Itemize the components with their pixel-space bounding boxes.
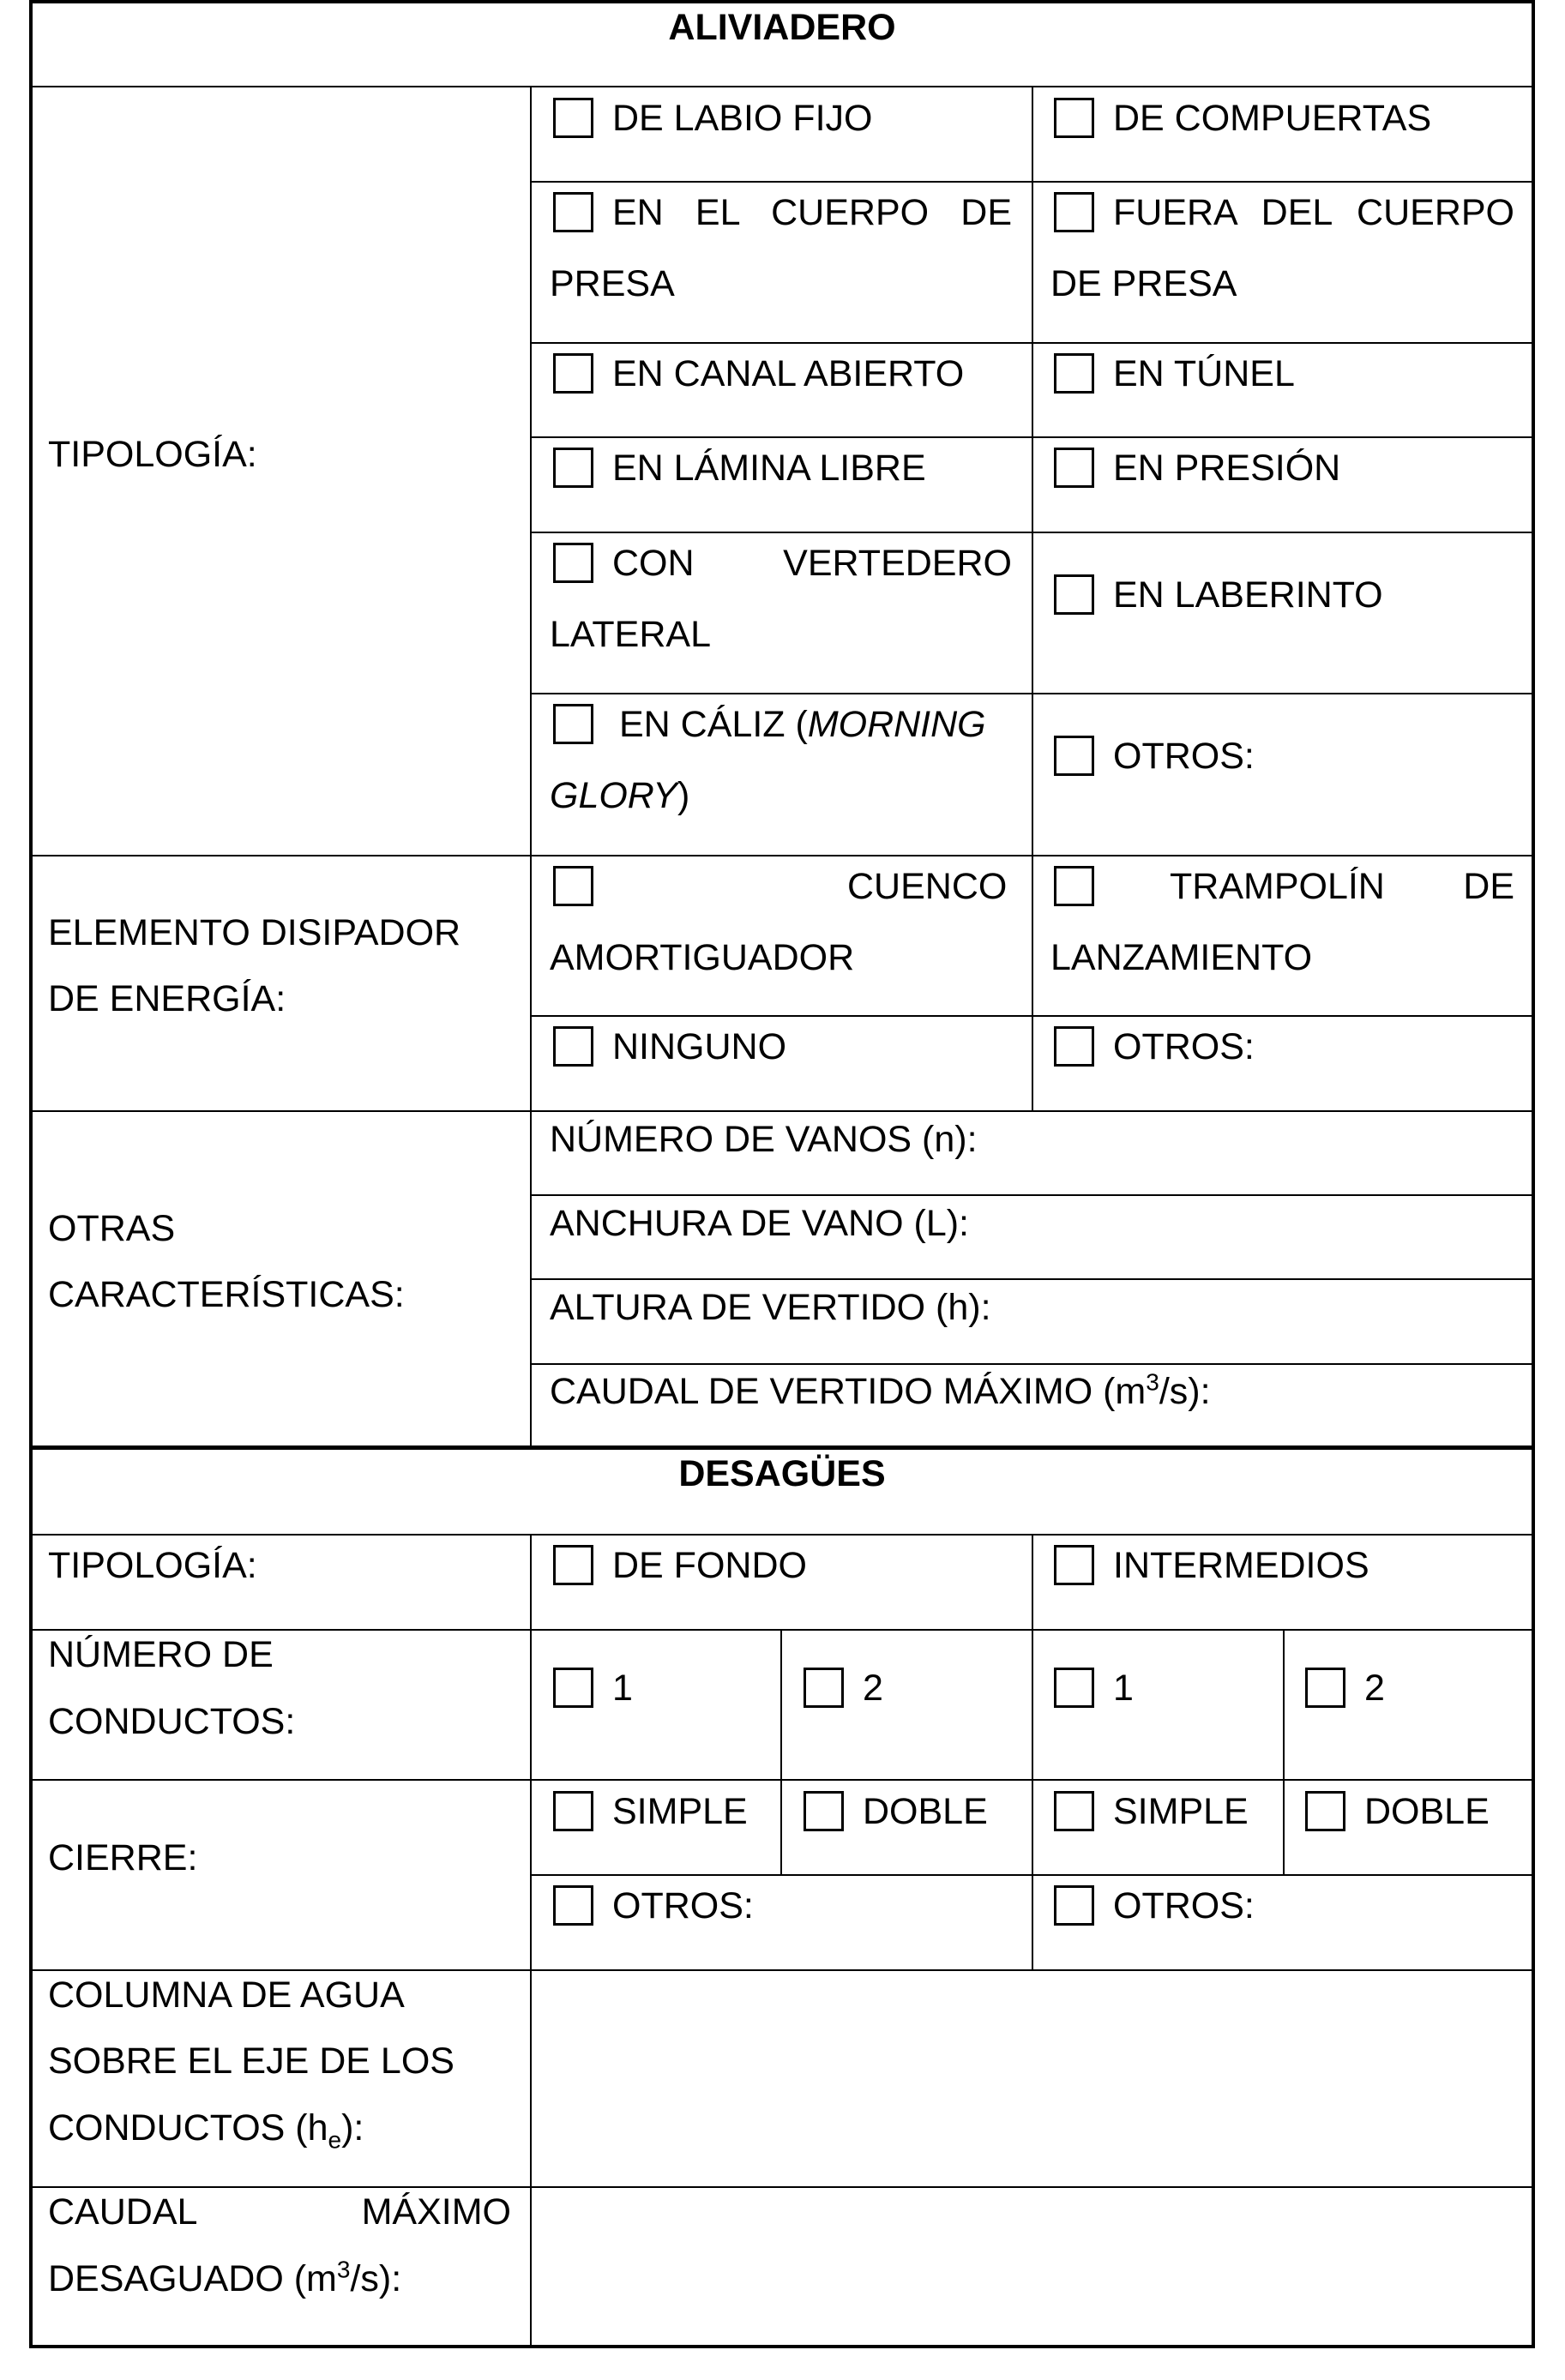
option-label: DOBLE xyxy=(1364,1791,1490,1832)
label-part: DESAGUADO (m xyxy=(48,2258,337,2299)
option-label: OTROS: xyxy=(1113,1885,1255,1926)
superscript: 3 xyxy=(336,2256,351,2283)
checkbox-fondo-conductos-1[interactable] xyxy=(553,1668,593,1708)
option-label: 1 xyxy=(1113,1668,1134,1709)
option-label: TRAMPOLÍN DE xyxy=(1170,866,1514,907)
checkbox-intermedios[interactable] xyxy=(1054,1545,1094,1585)
divider xyxy=(1283,1629,1285,1874)
option-label: EN EL CUERPO DE xyxy=(612,192,1012,233)
subscript: e xyxy=(328,2126,342,2154)
cierre-label: CIERRE: xyxy=(48,1837,198,1878)
divider xyxy=(530,86,532,1447)
option-label xyxy=(619,690,986,759)
option-label: LATERAL xyxy=(550,614,711,655)
option-label: DE COMPUERTAS xyxy=(1113,98,1432,139)
option-label: INTERMEDIOS xyxy=(1113,1545,1369,1586)
checkbox-fondo-cierre-doble[interactable] xyxy=(804,1791,844,1831)
checkbox-fondo-cierre-simple[interactable] xyxy=(553,1791,593,1831)
conductos-label-line2: CONDUCTOS: xyxy=(48,1701,296,1742)
option-label xyxy=(550,761,689,830)
checkbox-con-vertedero-lateral[interactable] xyxy=(553,543,593,583)
option-label: EN CANAL ABIERTO xyxy=(612,353,965,394)
checkbox-intermedios-conductos-2[interactable] xyxy=(1305,1668,1345,1708)
divider xyxy=(780,1629,782,1874)
label-part: /s): xyxy=(350,2258,402,2299)
checkbox-en-el-cuerpo-de-presa[interactable] xyxy=(553,192,593,232)
option-label: LANZAMIENTO xyxy=(1050,937,1313,978)
option-label: AMORTIGUADOR xyxy=(550,937,855,978)
option-label: PRESA xyxy=(550,263,675,304)
caudal-label-line2 xyxy=(48,2245,401,2313)
option-label: SIMPLE xyxy=(1113,1791,1249,1832)
option-label: OTROS: xyxy=(612,1885,754,1926)
disipador-label-line2: DE ENERGÍA: xyxy=(48,978,286,1019)
option-label-part: ) xyxy=(677,775,690,816)
columna-value-field[interactable] xyxy=(532,1971,1532,2185)
checkbox-fondo-cierre-otros[interactable] xyxy=(553,1885,593,1926)
tipologia-label: TIPOLOGÍA: xyxy=(48,434,257,475)
aliviadero-section-title: ALIVIADERO xyxy=(668,7,896,48)
disipador-label-line1: ELEMENTO DISIPADOR xyxy=(48,912,461,953)
checkbox-de-fondo[interactable] xyxy=(553,1545,593,1585)
checkbox-de-compuertas[interactable] xyxy=(1054,98,1094,138)
option-label: DE FONDO xyxy=(612,1545,807,1586)
field-label-part: CAUDAL DE VERTIDO MÁXIMO (m xyxy=(550,1371,1147,1412)
option-label: DOBLE xyxy=(863,1791,988,1832)
checkbox-en-lamina-libre[interactable] xyxy=(553,448,593,488)
caudal-label-line1: CAUDAL MÁXIMO xyxy=(48,2191,511,2233)
option-label: SIMPLE xyxy=(612,1791,748,1832)
checkbox-en-presion[interactable] xyxy=(1054,448,1094,488)
option-label: FUERA DEL CUERPO xyxy=(1113,192,1514,233)
checkbox-de-labio-fijo[interactable] xyxy=(553,98,593,138)
option-label: CON VERTEDERO xyxy=(612,543,1012,584)
desagues-section-title: DESAGÜES xyxy=(678,1453,886,1494)
checkbox-intermedios-conductos-1[interactable] xyxy=(1054,1668,1094,1708)
caudal-value-field[interactable] xyxy=(532,2188,1532,2345)
desagues-tipologia-label: TIPOLOGÍA: xyxy=(48,1545,257,1586)
label-part: CONDUCTOS (h xyxy=(48,2107,328,2149)
option-label: EN PRESIÓN xyxy=(1113,448,1341,489)
option-label: EN LÁMINA LIBRE xyxy=(612,448,926,489)
option-label: EN LABERINTO xyxy=(1113,574,1383,616)
otras-label-line1: OTRAS xyxy=(48,1208,176,1249)
option-label: CUENCO xyxy=(847,866,1008,907)
checkbox-ninguno[interactable] xyxy=(553,1026,593,1067)
columna-label-line2: SOBRE EL EJE DE LOS xyxy=(48,2040,454,2082)
divider xyxy=(1032,86,1033,1111)
checkbox-fuera-del-cuerpo-de-presa[interactable] xyxy=(1054,192,1094,232)
option-label: OTROS: xyxy=(1113,1026,1255,1067)
checkbox-trampolin-de-lanzamiento[interactable] xyxy=(1054,866,1094,906)
columna-label-line1: COLUMNA DE AGUA xyxy=(48,1974,405,2016)
option-label: NINGUNO xyxy=(612,1026,787,1067)
checkbox-intermedios-cierre-doble[interactable] xyxy=(1305,1791,1345,1831)
checkbox-intermedios-cierre-simple[interactable] xyxy=(1054,1791,1094,1831)
altura-de-vertido-field[interactable]: ALTURA DE VERTIDO (h): xyxy=(550,1287,991,1328)
checkbox-en-canal-abierto[interactable] xyxy=(553,353,593,394)
anchura-de-vano-field[interactable]: ANCHURA DE VANO (L): xyxy=(550,1203,969,1244)
option-label: DE LABIO FIJO xyxy=(612,98,873,139)
checkbox-fondo-conductos-2[interactable] xyxy=(804,1668,844,1708)
field-label-part: /s): xyxy=(1159,1371,1211,1412)
option-label-italic: GLORY xyxy=(550,775,677,816)
checkbox-en-caliz[interactable] xyxy=(553,704,593,744)
checkbox-cuenco-amortiguador[interactable] xyxy=(553,866,593,906)
option-label: OTROS: xyxy=(1113,736,1255,777)
option-label: EN TÚNEL xyxy=(1113,353,1295,394)
option-label-italic: MORNING xyxy=(807,704,986,745)
divider xyxy=(29,1779,1535,1781)
numero-de-vanos-field[interactable]: NÚMERO DE VANOS (n): xyxy=(550,1119,978,1160)
checkbox-intermedios-cierre-otros[interactable] xyxy=(1054,1885,1094,1926)
divider xyxy=(1032,1534,1033,1969)
columna-label-line3 xyxy=(48,2094,364,2162)
checkbox-en-tunel[interactable] xyxy=(1054,353,1094,394)
label-part: ): xyxy=(341,2107,364,2149)
superscript: 3 xyxy=(1146,1368,1159,1396)
option-label: 1 xyxy=(612,1668,633,1709)
option-label: 2 xyxy=(863,1668,883,1709)
option-label: DE PRESA xyxy=(1050,263,1237,304)
option-label-part: EN CÁLIZ ( xyxy=(619,704,808,745)
checkbox-otros-disipador[interactable] xyxy=(1054,1026,1094,1067)
conductos-label-line1: NÚMERO DE xyxy=(48,1634,274,1675)
caudal-de-vertido-maximo-field[interactable] xyxy=(550,1357,1211,1426)
option-label: 2 xyxy=(1364,1668,1385,1709)
checkbox-en-laberinto[interactable] xyxy=(1054,574,1094,615)
checkbox-otros-tipologia[interactable] xyxy=(1054,736,1094,776)
otras-label-line2: CARACTERÍSTICAS: xyxy=(48,1274,405,1315)
